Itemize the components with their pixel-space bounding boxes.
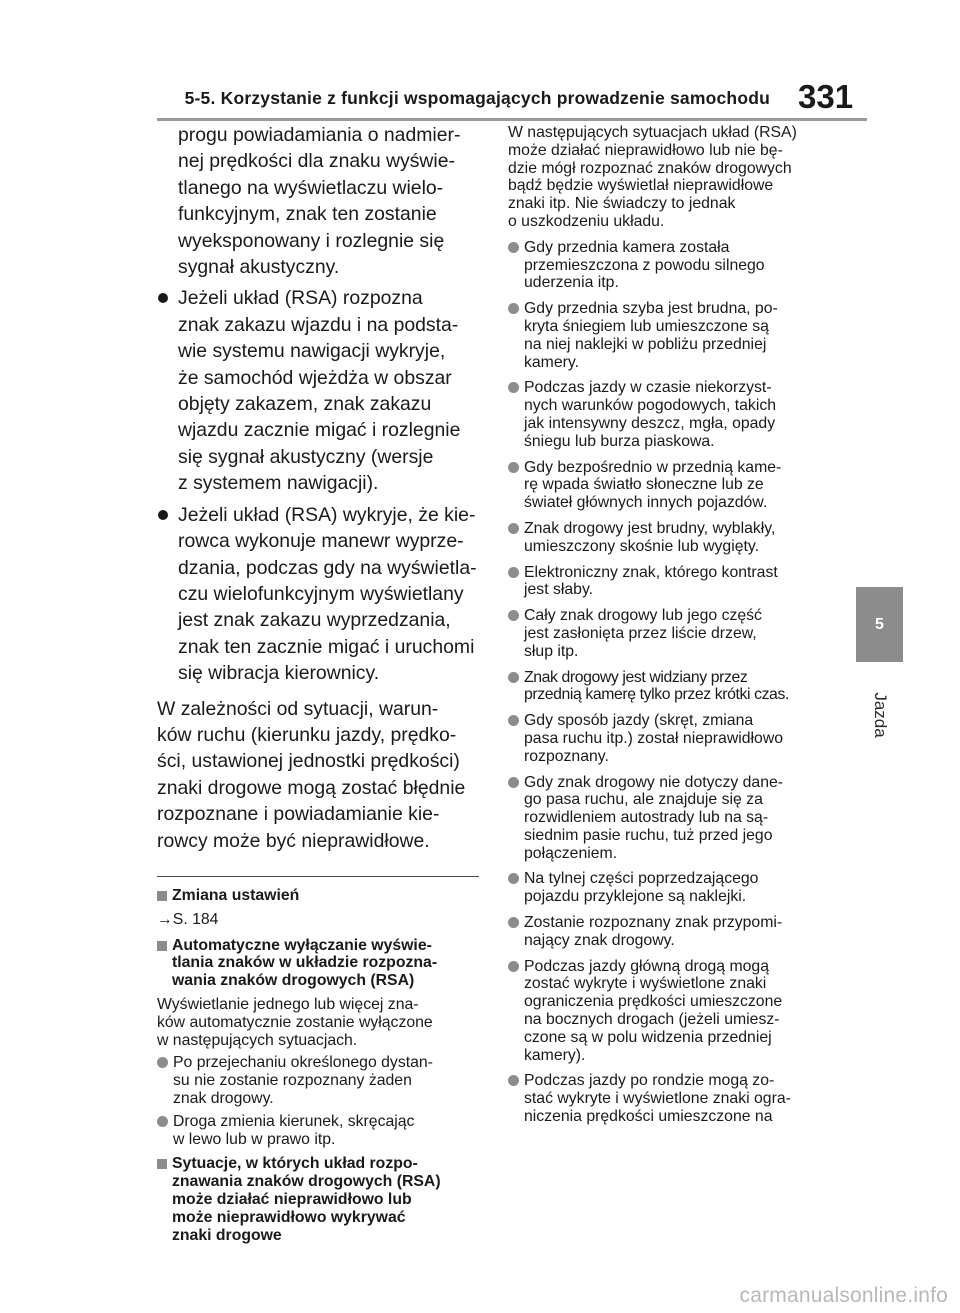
text-line: ków automatycznie zostanie wyłączone <box>157 1013 433 1031</box>
text-line: nający znak drogowy. <box>524 931 675 949</box>
right-column <box>508 124 833 1126</box>
text-line: wjazdu zacznie migać i rozlegnie <box>178 419 461 442</box>
text-line: znaki itp. Nie świadczy to jednak <box>508 195 736 213</box>
text-line: Gdy przednia kamera została <box>524 238 730 256</box>
text-line: Na tylnej części poprzedzającego <box>524 870 759 888</box>
text-line: rowca wykonuje manewr wyprze- <box>178 530 464 553</box>
text-line: ograniczenia prędkości umieszczone <box>524 993 783 1011</box>
text-line: rozwidleniem autostrady lub na są- <box>524 809 769 827</box>
text-line: Podczas jazdy w czasie niekorzyst- <box>524 379 772 397</box>
text-line: pasa ruchu itp.) został nieprawidłowo <box>524 729 784 747</box>
list-item <box>508 300 833 371</box>
list-item <box>508 712 833 765</box>
text-line: uderzenia itp. <box>524 274 619 292</box>
square-bullet-icon <box>157 941 167 951</box>
bullet-dot-icon <box>508 303 519 314</box>
text-line: się wibracja kierownicy. <box>178 662 380 685</box>
chapter-label-text: Jazda <box>871 692 890 738</box>
page-number: 331 <box>798 78 854 115</box>
text-line: dzie mógł rozpoznać znaków drogowych <box>508 159 792 177</box>
heading-line: Automatyczne wyłączanie wyświe- <box>172 936 432 954</box>
text-line: kamery). <box>524 1046 586 1064</box>
text-line: rowcy może być nieprawidłowe. <box>157 829 430 852</box>
text-line: w lewo lub w prawo itp. <box>173 1130 336 1148</box>
text-line: Znak drogowy jest widziany przez <box>524 668 748 686</box>
bullet-dot-icon <box>508 873 519 884</box>
text-line: rozpoznane i powiadamianie kie- <box>157 803 440 826</box>
text-line: nych warunków pogodowych, takich <box>524 397 777 415</box>
list-item <box>508 914 833 950</box>
list-item <box>508 669 833 705</box>
heading-line: Sytuacje, w których układ rozpo- <box>172 1155 418 1173</box>
text-line: połączeniem. <box>524 844 618 862</box>
chapter-label <box>860 680 900 750</box>
text-line: znak drogowy. <box>173 1089 274 1107</box>
text-line: ści, ustawionej jednostki prędkości) <box>157 750 460 773</box>
text-line: objęty zakazem, znak zakazu <box>178 393 432 416</box>
list-item <box>508 870 833 906</box>
bullet-dot-icon <box>508 1075 519 1086</box>
list-item <box>157 1113 480 1149</box>
text-line: świateł głównych innych pojazdów. <box>524 494 768 512</box>
text-line: jak intensywny deszcz, mgła, opady <box>524 414 776 432</box>
text-line: Podczas jazdy główną drogą mogą <box>524 957 769 975</box>
text-line: stać wykryte i wyświetlone znaki ogra- <box>524 1090 791 1108</box>
text-line: go pasa ruchu, ale znajduje się za <box>524 791 763 809</box>
text-line: słup itp. <box>524 642 579 660</box>
text-line: progu powiadamiania o nadmier- <box>178 124 461 146</box>
list-item <box>508 607 833 660</box>
text-line: jest znak zakazu wyprzedzania, <box>178 609 451 632</box>
text-line: umieszczony skośnie lub wygięty. <box>524 537 760 555</box>
section-text <box>157 996 480 1049</box>
heading-line: Zmiana ustawień <box>172 886 300 904</box>
text-line: czu wielofunkcyjnym wyświetlany <box>178 582 464 605</box>
bullet-dot-icon <box>508 610 519 621</box>
text-line: się sygnał akustyczny (wersje <box>178 445 434 468</box>
text-line: Jeżeli układ (RSA) wykryje, że kie- <box>178 503 476 526</box>
text-line: na bocznych drogach (jeżeli umiesz- <box>524 1011 780 1029</box>
text-line: nej prędkości dla znaku wyświe- <box>178 150 455 173</box>
list-item <box>157 285 480 496</box>
text-line: Elektroniczny znak, którego kontrast <box>524 563 778 581</box>
text-line: znaki drogowe mogą zostać błędnie <box>157 776 466 799</box>
running-header-title: 5-5. Korzystanie z funkcji wspomagających prowadzenie samochodu <box>184 88 770 108</box>
list-item <box>508 1072 833 1125</box>
text-line: śniegu lub burza piaskowa. <box>524 432 715 450</box>
text-line: przemieszczona z powodu silnego <box>524 256 765 274</box>
text-line: w następujących sytuacjach. <box>157 1031 358 1049</box>
bullet-dot-icon <box>508 567 519 578</box>
heading-line: wania znaków drogowych (RSA) <box>172 972 415 990</box>
header-divider <box>157 118 867 121</box>
text-line: Gdy znak drogowy nie dotyczy dane- <box>524 773 784 791</box>
list-item <box>508 239 833 292</box>
bullet-dot-icon <box>508 523 519 534</box>
text-line: tlanego na wyświetlaczu wielo- <box>178 176 444 199</box>
square-bullet-icon <box>157 891 167 901</box>
chapter-tab: 5 <box>856 587 903 662</box>
text-line: wyeksponowany i rozlegnie się <box>178 229 445 252</box>
text-line: Gdy sposób jazdy (skręt, zmiana <box>524 712 754 730</box>
text-line: Wyświetlanie jednego lub więcej zna- <box>157 995 419 1013</box>
text-line: W zależności od sytuacji, warun- <box>157 697 439 720</box>
text-line: pojazdu przyklejone są naklejki. <box>524 888 747 906</box>
watermark-text: carmanualsonline.info <box>739 1284 948 1307</box>
list-item <box>508 520 833 556</box>
text-line: przednią kamerę tylko przez krótki czas. <box>524 686 789 704</box>
text-line: su nie zostanie rozpoznany żaden <box>173 1072 412 1090</box>
bullet-dot-icon <box>508 462 519 473</box>
section-divider <box>157 876 479 877</box>
text-line: ków ruchu (kierunku jazdy, prędko- <box>157 723 457 746</box>
heading-line: tlania znaków w układzie rozpozna- <box>172 954 438 972</box>
text-line: znak ten zacznie migać i uruchomi <box>178 635 475 658</box>
bullet-dot-icon <box>157 1057 168 1068</box>
section-heading <box>157 887 480 905</box>
section-heading <box>157 937 480 990</box>
list-item <box>157 502 480 687</box>
square-bullet-icon <box>157 1159 167 1169</box>
text-line: znak zakazu wjazdu i na podsta- <box>178 313 459 336</box>
bullet-dot-icon <box>157 1116 168 1127</box>
heading-line: znaki drogowe <box>172 1226 282 1244</box>
bullet-dot-icon <box>508 961 519 972</box>
text-line: Podczas jazdy po rondzie mogą zo- <box>524 1072 775 1090</box>
text-line: Gdy przednia szyba jest brudna, po- <box>524 300 778 318</box>
bullet-dot-icon <box>158 293 168 303</box>
text-line: funkcyjnym, znak ten zostanie <box>178 203 437 226</box>
list-item <box>508 564 833 600</box>
page-reference: →S. 184 <box>157 910 219 928</box>
intro-paragraph <box>157 122 480 280</box>
text-line: rę wpada światło słoneczne lub ze <box>524 476 764 494</box>
bullet-dot-icon <box>508 672 519 683</box>
text-line: siednim pasie ruchu, tuż przed jego <box>524 826 773 844</box>
left-column <box>157 122 480 1244</box>
text-line: o uszkodzeniu układu. <box>508 212 665 230</box>
text-line: że samochód wjeżdża w obszar <box>178 366 452 389</box>
text-line: Gdy bezpośrednio w przednią kame- <box>524 458 782 476</box>
text-line: bądź będzie wyświetlał nieprawidłowe <box>508 177 774 195</box>
bullet-dot-icon <box>158 510 168 520</box>
text-line: rozpoznany. <box>524 747 609 765</box>
heading-line: może działać nieprawidłowo lub <box>172 1190 412 1208</box>
text-line: jest słaby. <box>524 581 594 599</box>
text-line: dzania, podczas gdy na wyświetla- <box>178 556 477 579</box>
text-line: sygnał akustyczny. <box>178 256 340 279</box>
text-line: Znak drogowy jest brudny, wyblakły, <box>524 519 776 537</box>
list-item <box>508 958 833 1065</box>
list-item <box>508 459 833 512</box>
list-item <box>508 774 833 863</box>
text-line: Cały znak drogowy lub jego część <box>524 607 762 625</box>
bullet-dot-icon <box>508 917 519 928</box>
bullet-dot-icon <box>508 242 519 253</box>
heading-line: znawania znaków drogowych (RSA) <box>172 1173 441 1191</box>
text-line: jest zasłonięta przez liście drzew, <box>524 624 757 642</box>
list-item <box>157 1054 480 1107</box>
heading-line: może nieprawidłowo wykrywać <box>172 1208 406 1226</box>
bullet-dot-icon <box>508 777 519 788</box>
text-line: niczenia prędkości umieszczone na <box>524 1108 773 1126</box>
text-line: Po przejechaniu określonego dystan- <box>173 1054 433 1072</box>
text-line: na niej naklejki w pobliżu przedniej <box>524 335 767 353</box>
text-line: zostać wykryte i wyświetlone znaki <box>524 975 767 993</box>
text-line: kamery. <box>524 353 580 371</box>
bullet-dot-icon <box>508 715 519 726</box>
text-line: czone są w polu widzenia przedniej <box>524 1028 772 1046</box>
text-line: Droga zmienia kierunek, skręcając <box>173 1112 415 1130</box>
text-line: Zostanie rozpoznany znak przypomi- <box>524 914 783 932</box>
list-item <box>508 379 833 450</box>
intro-paragraph <box>508 124 833 231</box>
bullet-dot-icon <box>508 382 519 393</box>
text-line: Jeżeli układ (RSA) rozpozna <box>178 287 423 310</box>
text-line: może działać nieprawidłowo lub nie bę- <box>508 141 783 159</box>
text-line: z systemem nawigacji). <box>178 472 379 495</box>
body-paragraph <box>157 696 480 854</box>
text-line: wie systemu nawigacji wykryje, <box>178 340 446 363</box>
section-heading <box>157 1155 480 1244</box>
text-line: W następujących sytuacjach układ (RSA) <box>508 124 797 141</box>
text-line: kryta śniegiem lub umieszczone są <box>524 317 769 335</box>
